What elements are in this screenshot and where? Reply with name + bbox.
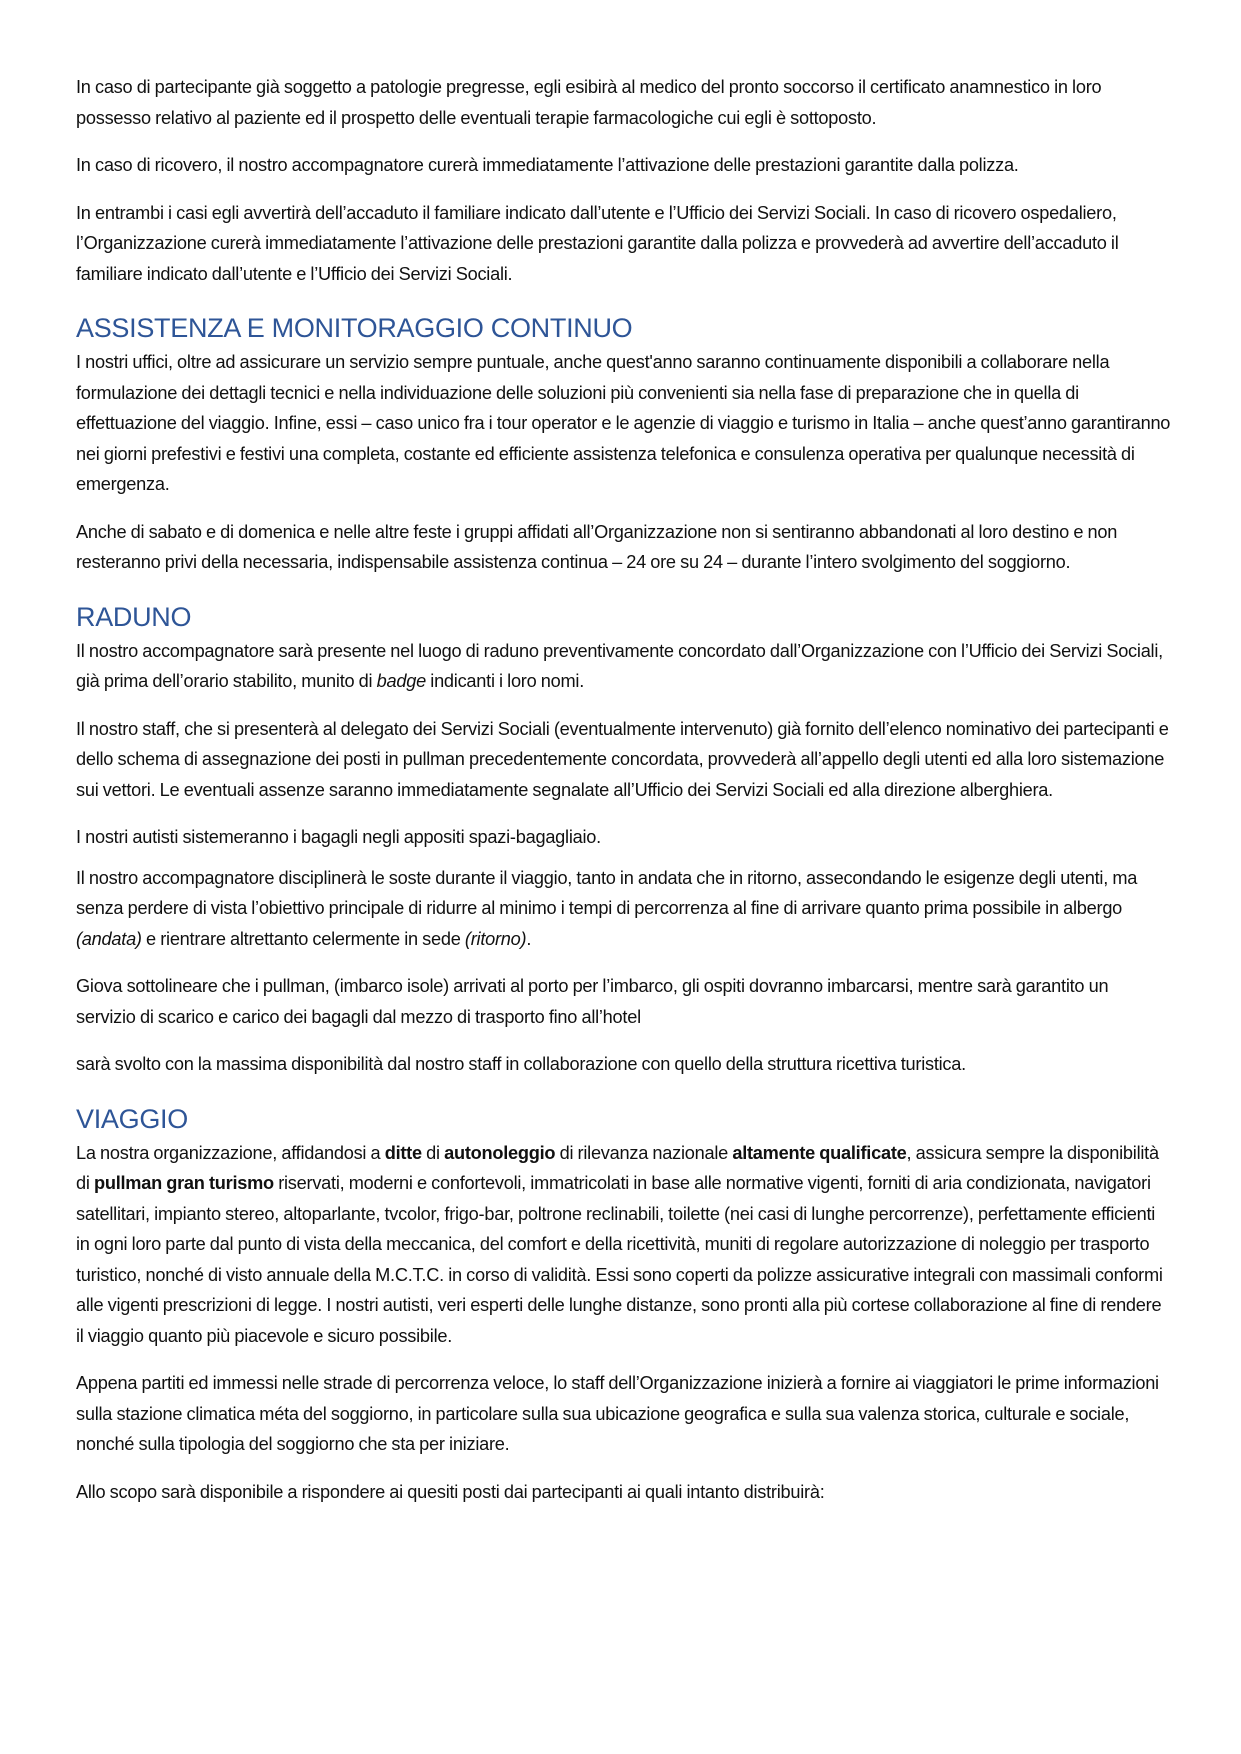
text-run: , assicura sempre la disponibilità di <box>76 1142 1159 1193</box>
heading-assistenza: ASSISTENZA E MONITORAGGIO CONTINUO <box>76 313 633 343</box>
text-run: e rientrare altrettanto celermente in sede <box>141 928 465 949</box>
paragraph-accompagnatore-raduno <box>76 636 1172 697</box>
bold-pullman-gran-turismo: pullman gran turismo <box>93 1173 274 1193</box>
text-run: Il nostro accompagnatore sarà presente nel luogo di raduno preventivamente concordato dall’Organizzazione con l’Ufficio dei Servizi Sociali, già prima dell’orario stabilito, munito di <box>76 640 1163 691</box>
paragraph-uffici: I nostri uffici, oltre ad assicurare un servizio sempre puntuale, anche quest'anno saranno continuamente disponibili a collaborare nella formulazione dei dettagli tecnici e nella individuazione delle soluzioni più convenienti sia nella fase di preparazione che in quella di effettuazione del viaggio. Infine, essi – caso unico fra i tour operator e le agenzie di viaggio e turismo in Italia – anche quest’anno garantiranno nei giorni prefestivi e festivi una completa, costante ed efficiente assistenza telefonica e consulenza operativa per qualunque necessità di emergenza. <box>76 352 1171 494</box>
bold-altamente-qualificate: altamente qualificate <box>732 1142 907 1163</box>
heading-raduno: RADUNO <box>76 601 192 632</box>
paragraph-organizzazione-pullman <box>76 1138 1172 1352</box>
text-run: di rilevanza nazionale <box>555 1142 733 1163</box>
paragraph-massima-disponibilita: sarà svolto con la massima disponibilità dal nostro staff in collaborazione con quello della struttura ricettiva turistica. <box>76 1054 966 1074</box>
bold-ditte: ditte <box>384 1142 422 1163</box>
paragraph-staff-appello: Il nostro staff, che si presenterà al delegato dei Servizi Sociali (eventualmente intervenuto) già fornito dell’elenco nominativo dei partecipanti e dello schema di assegnazione dei posti in pullman precedentemente concordata, provvederà all’appello degli utenti ed alla loro sistemazione sui vettori. Le eventuali assenze saranno immediatamente segnalate all’Ufficio dei Servizi Sociali ed alla direzione alberghiera. <box>76 718 1169 800</box>
italic-andata: (andata) <box>76 928 142 949</box>
paragraph-bagagli: I nostri autisti sistemeranno i bagagli negli appositi spazi-bagagliaio. <box>76 827 601 847</box>
paragraph-quesiti: Allo scopo sarà disponibile a rispondere ai quesiti posti dai partecipanti ai quali intanto distribuirà: <box>76 1481 825 1502</box>
text-run: Il nostro accompagnatore disciplinerà le soste durante il viaggio, tanto in andata che in ritorno, assecondando le esigenze degli utenti, ma senza perdere di vista l’obiettivo principale di ridurre al minimo i tempi di percorrenza al fine di arrivare quanto prima possibile in albergo <box>76 867 1138 918</box>
heading-viaggio: VIAGGIO <box>76 1103 188 1134</box>
italic-badge: badge <box>376 671 426 691</box>
paragraph-patologie: In caso di partecipante già soggetto a patologie pregresse, egli esibirà al medico del pronto soccorso il certificato anamnestico in loro possesso relativo al paziente ed il prospetto delle eventuali terapie farmacologiche cui egli è sottoposto. <box>76 77 1102 128</box>
bold-autonoleggio: autonoleggio <box>444 1142 556 1163</box>
text-run: La nostra organizzazione, affidandosi a <box>76 1142 385 1163</box>
text-run: . <box>526 928 532 949</box>
document-page <box>76 72 1172 1524</box>
paragraph-sabato-domenica: Anche di sabato e di domenica e nelle altre feste i gruppi affidati all’Organizzazione non si sentiranno abbandonati al loro destino e non resteranno privi della necessaria, indispensabile assistenza continua – 24 ore su 24 – durante l’intero svolgimento del soggiorno. <box>76 521 1118 572</box>
paragraph-imbarco-isole: Giova sottolineare che i pullman, (imbarco isole) arrivati al porto per l’imbarco, gli ospiti dovranno imbarcarsi, mentre sarà garantito un servizio di scarico e carico dei bagagli dal mezzo di trasporto fino all’hotel <box>76 976 1109 1027</box>
paragraph-informazioni-viaggiatori: Appena partiti ed immessi nelle strade di percorrenza veloce, lo staff dell’Organizzazione inizierà a fornire ai viaggiatori le prime informazioni sulla stazione climatica méta del soggiorno, in particolare sulla sua ubicazione geografica e sulla sua valenza storica, culturale e sociale, nonché sulla tipologia del soggiorno che sta per iniziare. <box>76 1373 1159 1454</box>
paragraph-soste <box>76 863 1172 955</box>
text-run: indicanti i loro nomi. <box>425 671 585 691</box>
paragraph-ricovero: In caso di ricovero, il nostro accompagnatore curerà immediatamente l’attivazione delle prestazioni garantite dalla polizza. <box>76 155 1019 175</box>
italic-ritorno: (ritorno) <box>464 928 527 949</box>
text-run: riservati, moderni e confortevoli, immatricolati in base alle normative vigenti, forniti di aria condizionata, navigatori satellitari, impianto stereo, altoparlante, tvcolor, frigo-bar, poltrone reclinabili, toilette (nei casi di lunghe percorrenze), perfettamente efficienti in ogni loro parte dal punto di vista della meccanica, del comfort e della ricettività, muniti di regolare autorizzazione di noleggio per trasporto turistico, nonché di visto annuale della M.C.T.C. in corso di validità. Essi sono coperti da polizze assicurative integrali con massimali conformi alle vigenti prescrizioni di legge. I nostri autisti, veri esperti delle lunghe distanze, sono pronti alla più cortese collaborazione al fine di rendere il viaggio quanto più piacevole e sicuro possibile. <box>76 1173 1163 1346</box>
paragraph-entrambi-i-casi: In entrambi i casi egli avvertirà dell’accaduto il familiare indicato dall’utente e l’Ufficio dei Servizi Sociali. In caso di ricovero ospedaliero, l’Organizzazione curerà immediatamente l’attivazione delle prestazioni garantite dalla polizza e provvederà ad avvertire dell’accaduto il familiare indicato dall’utente e l’Ufficio dei Servizi Sociali. <box>76 202 1119 284</box>
text-run: di <box>421 1142 445 1163</box>
